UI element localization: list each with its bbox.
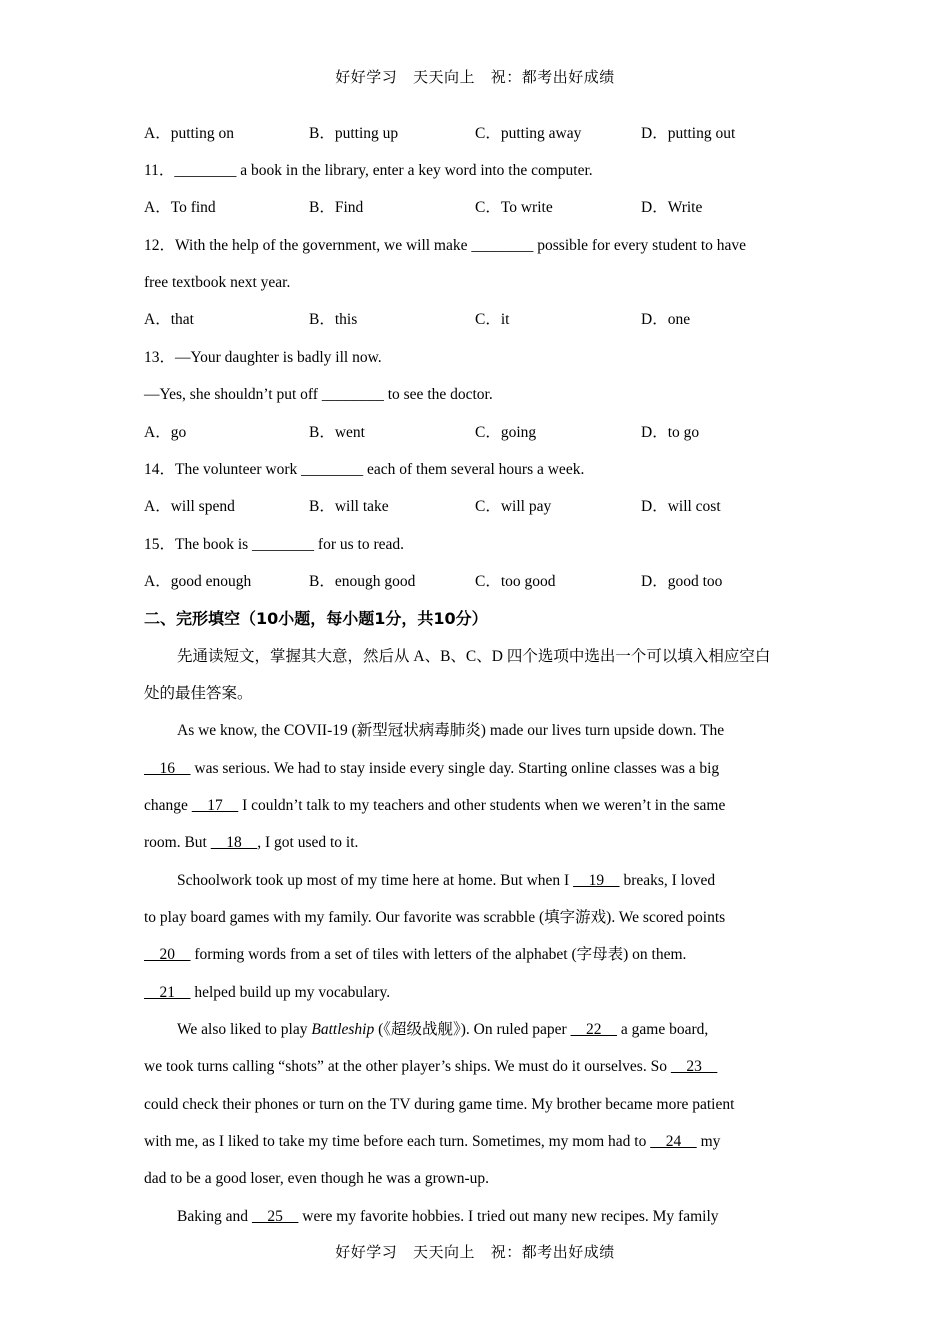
passage-p2-line1: Schoolwork took up most of my time here at home. But when I 19 breaks, I loved: [177, 872, 716, 889]
q15-option-d[interactable]: D．good too: [641, 573, 723, 590]
blank-19[interactable]: 19: [573, 872, 620, 889]
passage-p3-line4: with me, as I liked to take my time before each turn. Sometimes, my mom had to 24 my: [144, 1133, 721, 1150]
blank-22[interactable]: 22: [570, 1021, 618, 1038]
battleship-title: Battleship: [311, 1021, 375, 1038]
q11-options: [144, 197, 810, 219]
passage-p3-line3: could check their phones or turn on the TV during game time. My brother became more patient: [144, 1096, 735, 1113]
q12-options: [144, 309, 810, 331]
q12-stem-line1: 12．With the help of the government, we will make ________ possible for every student to have: [144, 237, 747, 254]
blank-23[interactable]: 23: [670, 1058, 718, 1075]
passage-p4-line1: Baking and 25 were my favorite hobbies. I tried out many new recipes. My family: [177, 1208, 719, 1225]
q13-option-b[interactable]: B．went: [309, 424, 365, 441]
q12-option-a[interactable]: A．that: [144, 311, 194, 328]
q11-stem: 11．________ a book in the library, enter a key word into the computer.: [144, 162, 593, 179]
passage-p1-line3: change 17 I couldn’t talk to my teachers and other students when we weren’t in the same: [144, 797, 726, 814]
q12-stem-line2: free textbook next year.: [144, 274, 291, 291]
q14-options: [144, 496, 810, 518]
q10-option-d[interactable]: D．putting out: [641, 125, 736, 142]
q13-option-d[interactable]: D．to go: [641, 424, 700, 441]
q12-option-c[interactable]: C．it: [475, 311, 510, 328]
passage-p2-line2: to play board games with my family. Our favorite was scrabble (填字游戏). We scored points: [144, 909, 726, 926]
cloze-instructions-line1: 先通读短文，掌握其大意，然后从 A、B、C、D 四个选项中选出一个可以填入相应空白: [177, 648, 771, 665]
passage-p2-line4: 21 helped build up my vocabulary.: [144, 984, 391, 1001]
q14-option-b[interactable]: B．will take: [309, 498, 389, 515]
q10-options: [144, 123, 810, 145]
passage-p1-line4: room. But 18 , I got used to it.: [144, 834, 359, 851]
q13-stem-line2: —Yes, she shouldn’t put off ________ to see the doctor.: [144, 386, 493, 403]
q15-stem: 15．The book is ________ for us to read.: [144, 536, 405, 553]
q11-option-c[interactable]: C．To write: [475, 199, 553, 216]
q10-option-a[interactable]: A．putting on: [144, 125, 234, 142]
q12-option-d[interactable]: D．one: [641, 311, 691, 328]
q13-option-a[interactable]: A．go: [144, 424, 187, 441]
q10-option-b[interactable]: B．putting up: [309, 125, 399, 142]
page-header: 好好学习 天天向上 祝：都考出好成绩: [335, 68, 615, 86]
q15-option-c[interactable]: C．too good: [475, 573, 556, 590]
q14-option-c[interactable]: C．will pay: [475, 498, 552, 515]
blank-24[interactable]: 24: [650, 1133, 697, 1150]
q14-stem: 14．The volunteer work ________ each of them several hours a week.: [144, 461, 585, 478]
blank-20[interactable]: 20: [144, 946, 191, 963]
passage-p3-line1: We also liked to play Battleship (《超级战舰》). On ruled paper 22 a game board,: [177, 1021, 709, 1038]
blank-16[interactable]: 16: [144, 760, 191, 777]
blank-25[interactable]: 25: [251, 1208, 299, 1225]
passage-p3-line5: dad to be a good loser, even though he was a grown-up.: [144, 1170, 490, 1187]
q11-option-a[interactable]: A．To find: [144, 199, 216, 216]
q11-option-b[interactable]: B．Find: [309, 199, 364, 216]
cloze-instructions-line2: 处的最佳答案。: [144, 685, 253, 702]
q10-option-c[interactable]: C．putting away: [475, 125, 582, 142]
passage-p2-line3: 20 forming words from a set of tiles with letters of the alphabet (字母表) on them.: [144, 946, 687, 963]
q14-option-a[interactable]: A．will spend: [144, 498, 235, 515]
q14-option-d[interactable]: D．will cost: [641, 498, 721, 515]
q13-stem-line1: 13．—Your daughter is badly ill now.: [144, 349, 382, 366]
passage-p3-line2: we took turns calling “shots” at the other player’s ships. We must do it ourselves. So 23: [144, 1058, 718, 1075]
blank-21[interactable]: 21: [144, 984, 191, 1001]
q13-options: [144, 422, 810, 444]
q13-option-c[interactable]: C．going: [475, 424, 537, 441]
q15-options: [144, 571, 810, 593]
q11-option-d[interactable]: D．Write: [641, 199, 703, 216]
blank-17[interactable]: 17: [191, 797, 239, 814]
q12-option-b[interactable]: B．this: [309, 311, 358, 328]
q15-option-a[interactable]: A．good enough: [144, 573, 252, 590]
blank-18[interactable]: 18: [210, 834, 258, 851]
section-title-cloze: 二、完形填空（10小题，每小题1分，共10分）: [144, 609, 488, 628]
passage-p1-line2: 16 was serious. We had to stay inside every single day. Starting online classes was a big: [144, 760, 720, 777]
passage-p1-line1: As we know, the COVII-19 (新型冠状病毒肺炎) made our lives turn upside down. The: [177, 722, 725, 739]
q15-option-b[interactable]: B．enough good: [309, 573, 416, 590]
page-footer: 好好学习 天天向上 祝：都考出好成绩: [335, 1243, 615, 1261]
